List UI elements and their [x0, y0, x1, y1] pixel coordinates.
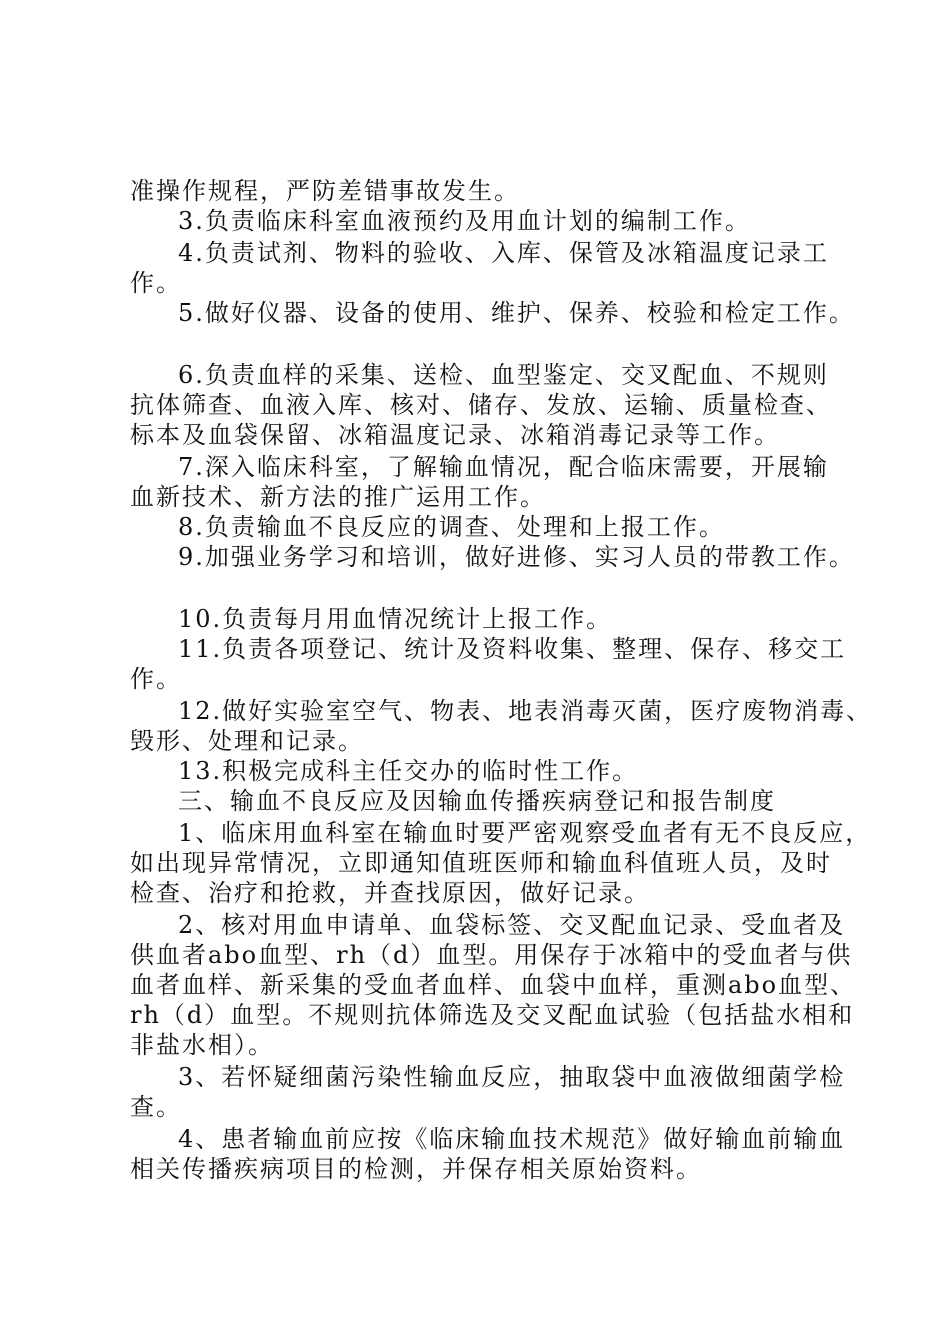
text-line: 4、患者输血前应按《临床输血技术规范》做好输血前输血 — [178, 1125, 846, 1153]
text-line: 作。 — [130, 269, 182, 297]
text-line: 准操作规程，严防差错事故发生。 — [130, 177, 520, 205]
text-line: 11.负责各项登记、统计及资料收集、整理、保存、移交工 — [178, 635, 847, 663]
text-line: 12.做好实验室空气、物表、地表消毒灭菌，医疗废物消毒、 — [178, 697, 873, 725]
text-line: 血者血样、新采集的受血者血样、血袋中血样，重测abo血型、 — [130, 971, 857, 999]
text-line: 9.加强业务学习和培训，做好进修、实习人员的带教工作。 — [178, 543, 855, 571]
text-line: 2、核对用血申请单、血袋标签、交叉配血记录、受血者及 — [178, 911, 846, 939]
text-line: 3.负责临床科室血液预约及用血计划的编制工作。 — [178, 207, 751, 235]
text-line: 标本及血袋保留、冰箱温度记录、冰箱消毒记录等工作。 — [130, 421, 780, 449]
text-line: rh（d）血型。不规则抗体筛选及交叉配血试验（包括盐水相和 — [130, 1001, 855, 1029]
text-line: 供血者abo血型、rh（d）血型。用保存于冰箱中的受血者与供 — [130, 941, 853, 969]
text-line: 检查、治疗和抢救，并查找原因，做好记录。 — [130, 879, 650, 907]
text-line: 作。 — [130, 665, 182, 693]
text-line: 3、若怀疑细菌污染性输血反应，抽取袋中血液做细菌学检 — [178, 1063, 846, 1091]
text-line: 6.负责血样的采集、送检、血型鉴定、交叉配血、不规则 — [178, 361, 829, 389]
text-line: 查。 — [130, 1093, 182, 1121]
text-line: 13.积极完成科主任交办的临时性工作。 — [178, 757, 639, 785]
text-line: 相关传播疾病项目的检测，并保存相关原始资料。 — [130, 1155, 702, 1183]
text-line: 毁形、处理和记录。 — [130, 727, 364, 755]
text-line: 抗体筛查、血液入库、核对、储存、发放、运输、质量检查、 — [130, 391, 832, 419]
section-heading: 三、输血不良反应及因输血传播疾病登记和报告制度 — [178, 787, 776, 815]
text-line: 1、临床用血科室在输血时要严密观察受血者有无不良反应， — [178, 819, 872, 847]
text-line: 4.负责试剂、物料的验收、入库、保管及冰箱温度记录工 — [178, 239, 829, 267]
text-line: 7.深入临床科室，了解输血情况，配合临床需要，开展输 — [178, 453, 829, 481]
text-line: 血新技术、新方法的推广运用工作。 — [130, 483, 546, 511]
text-line: 8.负责输血不良反应的调查、处理和上报工作。 — [178, 513, 725, 541]
text-line: 如出现异常情况，立即通知值班医师和输血科值班人员，及时 — [130, 849, 832, 877]
text-line: 10.负责每月用血情况统计上报工作。 — [178, 605, 613, 633]
text-line: 5.做好仪器、设备的使用、维护、保养、校验和检定工作。 — [178, 299, 855, 327]
text-line: 非盐水相）。 — [130, 1031, 274, 1059]
